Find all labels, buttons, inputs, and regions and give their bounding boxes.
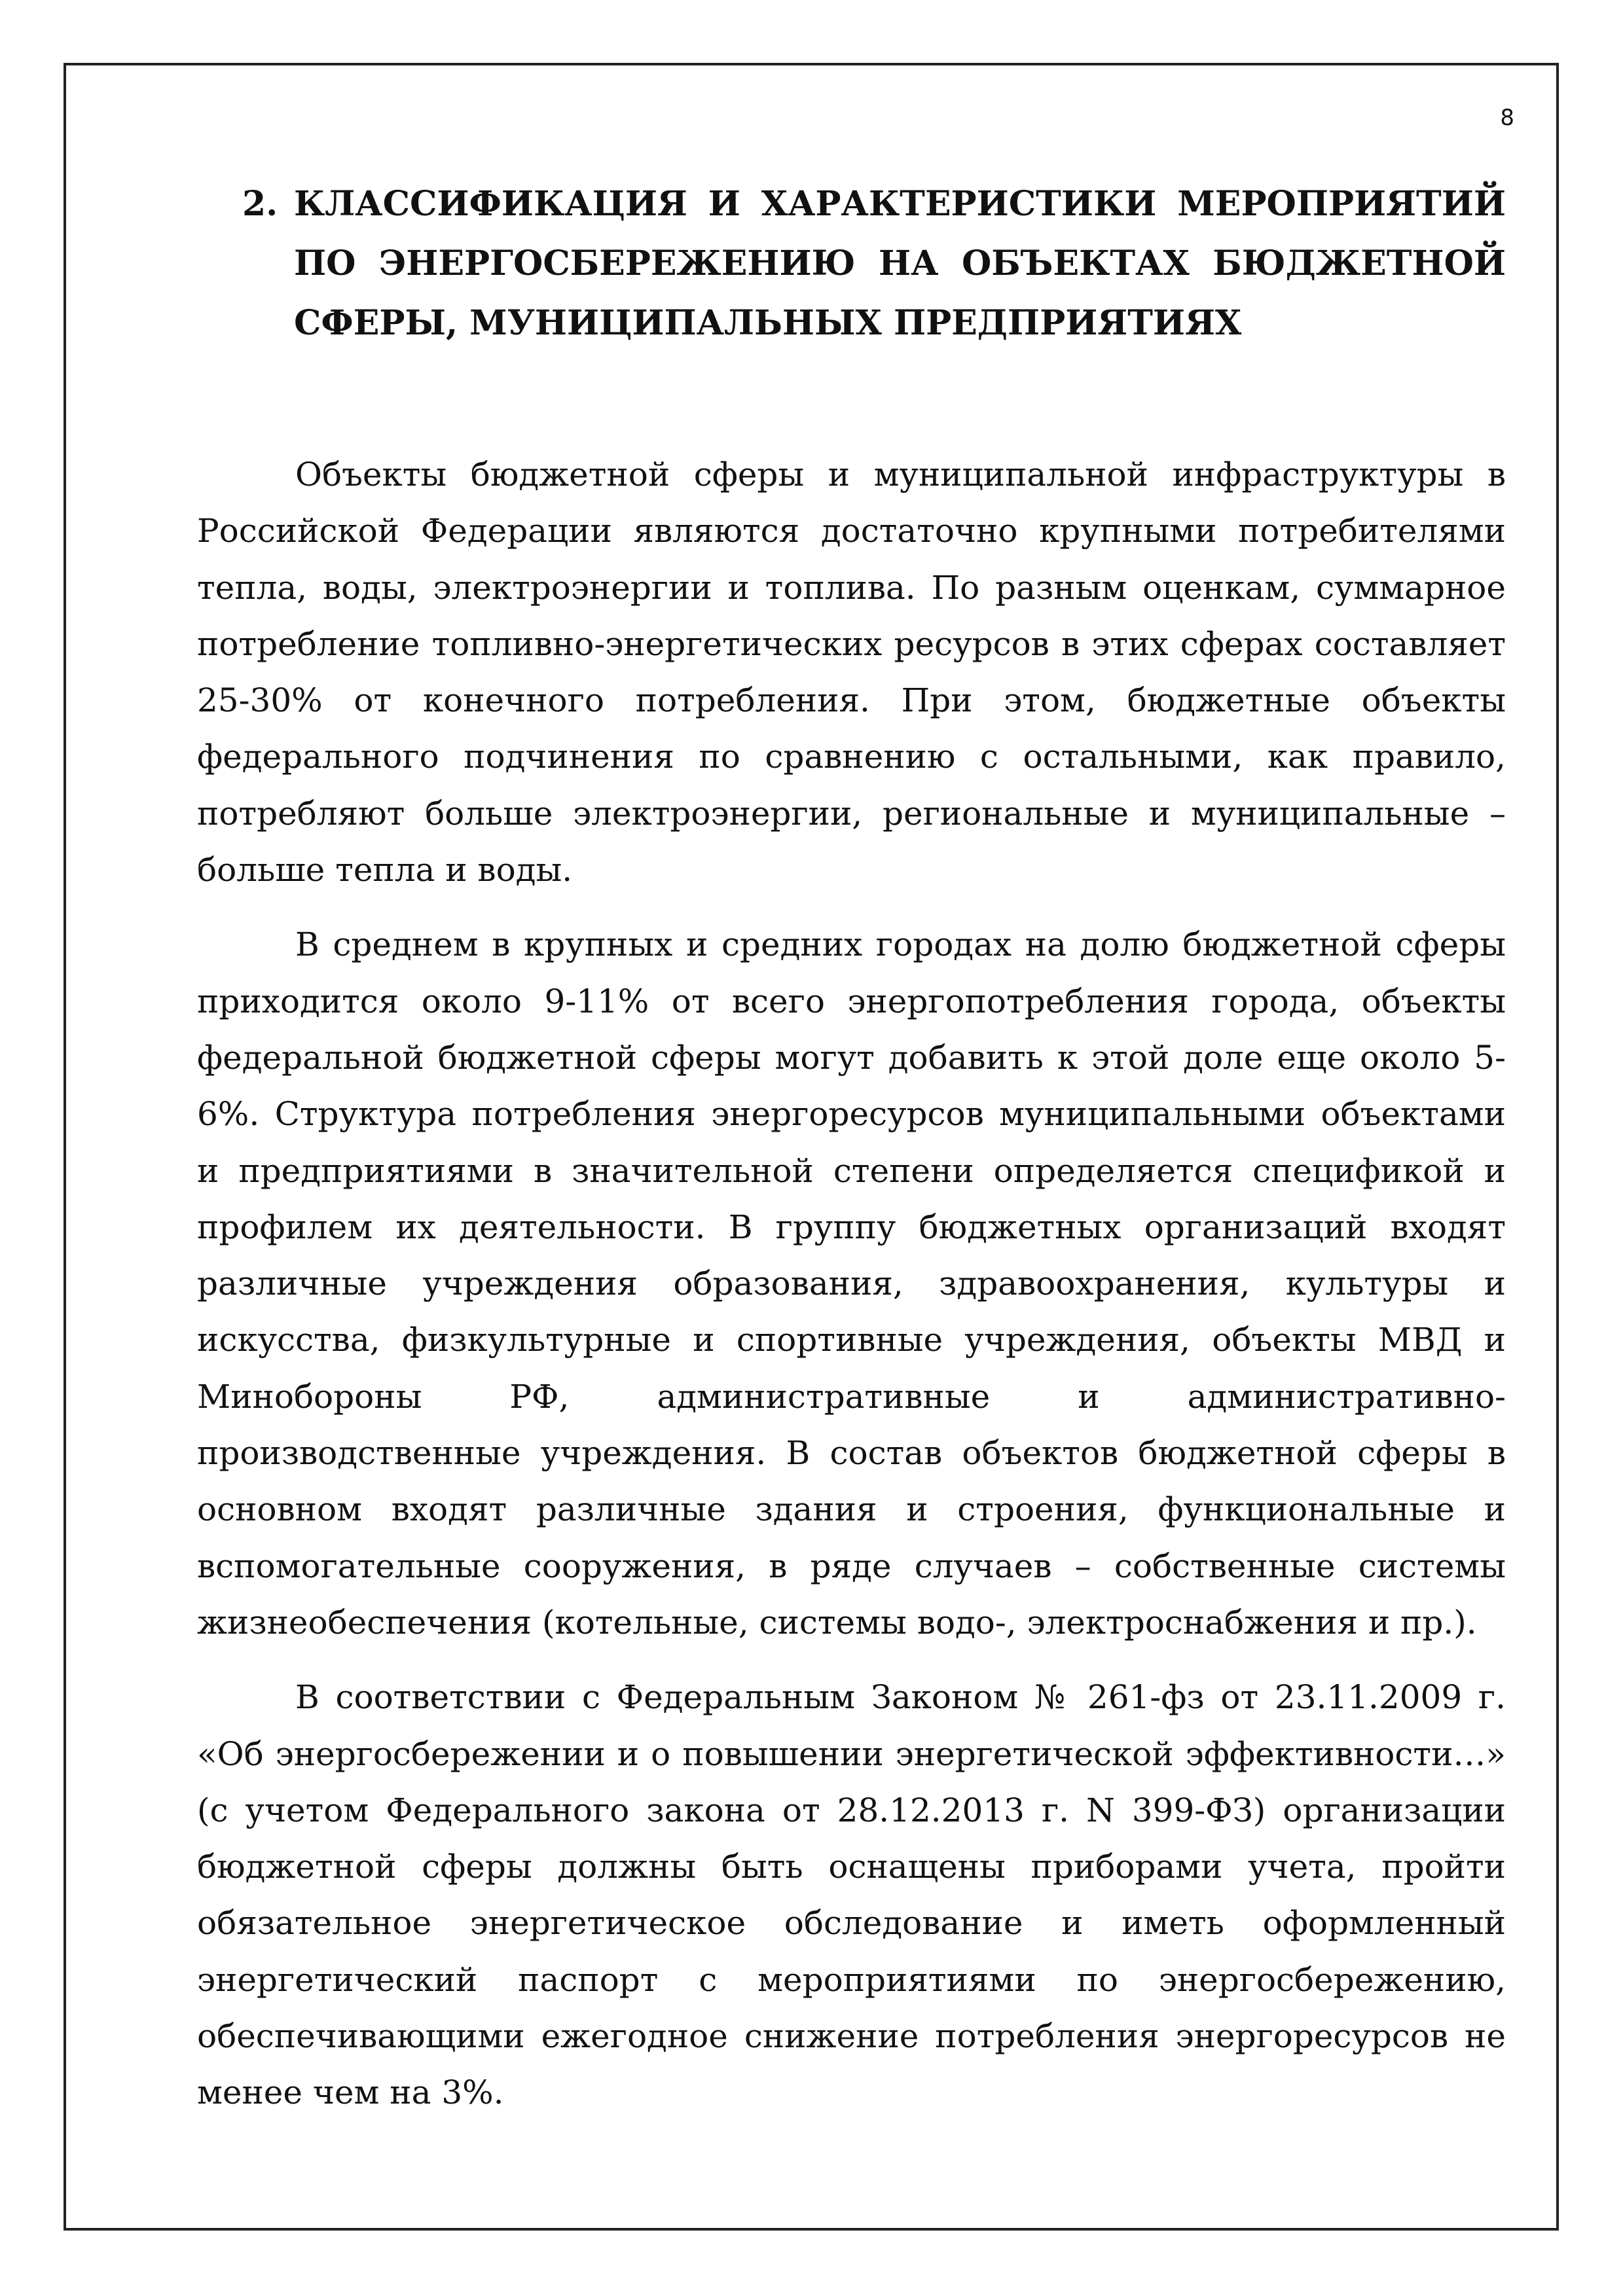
section-title: КЛАССИФИКАЦИЯ И ХАРАКТЕРИСТИКИ МЕРОПРИЯТИЙ ПО ЭНЕРГОСБЕРЕЖЕНИЮ НА ОБЪЕКТАХ БЮДЖЕТНОЙ СФЕРЫ, МУНИЦИПАЛЬНЫХ ПРЕДПРИЯТИЯХ — [294, 184, 1506, 343]
section-number: 2. — [242, 184, 278, 224]
section-heading — [242, 174, 1506, 353]
page-number: 8 — [1500, 105, 1514, 131]
paragraph-3: В соответствии с Федеральным Законом № 261-фз от 23.11.2009 г. «Об энергосбережении и о повышении энергетической эффективности…» (с учетом Федерального закона от 28.12.2013 г. N 399-ФЗ) организации бюджетной сферы должны быть оснащены приборами учета, пройти обязательное энергетическое обследование и иметь оформленный энергетический паспорт с мероприятиями по энергосбережению, обеспечивающими ежегодное снижение потребления энергоресурсов не менее чем на 3%. — [197, 1678, 1506, 2112]
paragraph-1: Объекты бюджетной сферы и муниципальной инфраструктуры в Российской Федерации являются достаточно крупными потребителями тепла, воды, электроэнергии и топлива. По разным оценкам, суммарное потребление топливно-энергетических ресурсов в этих сферах составляет 25-30% от конечного потребления. При этом, бюджетные объекты федерального подчинения по сравнению с остальными, как правило, потребляют больше электроэнергии, региональные и муниципальные – больше тепла и воды. — [197, 456, 1506, 889]
paragraph-2: В среднем в крупных и средних городах на долю бюджетной сферы приходится около 9-11% от всего энергопотребления города, объекты федеральной бюджетной сферы могут добавить к этой доле еще около 5-6%. Структура потребления энергоресурсов муниципальными объектами и предприятиями в значительной степени определяется спецификой и профилем их деятельности. В группу бюджетных организаций входят различные учреждения образования, здравоохранения, культуры и искусства, физкультурные и спортивные учреждения, объекты МВД и Минобороны РФ, административные и административно-производственные учреждения. В состав объектов бюджетной сферы в основном входят различные здания и строения, функциональные и вспомогательные сооружения, в ряде случаев – собственные системы жизнеобеспечения (котельные, системы водо-, электроснабжения и пр.). — [197, 925, 1506, 1641]
body-text — [197, 446, 1506, 2140]
